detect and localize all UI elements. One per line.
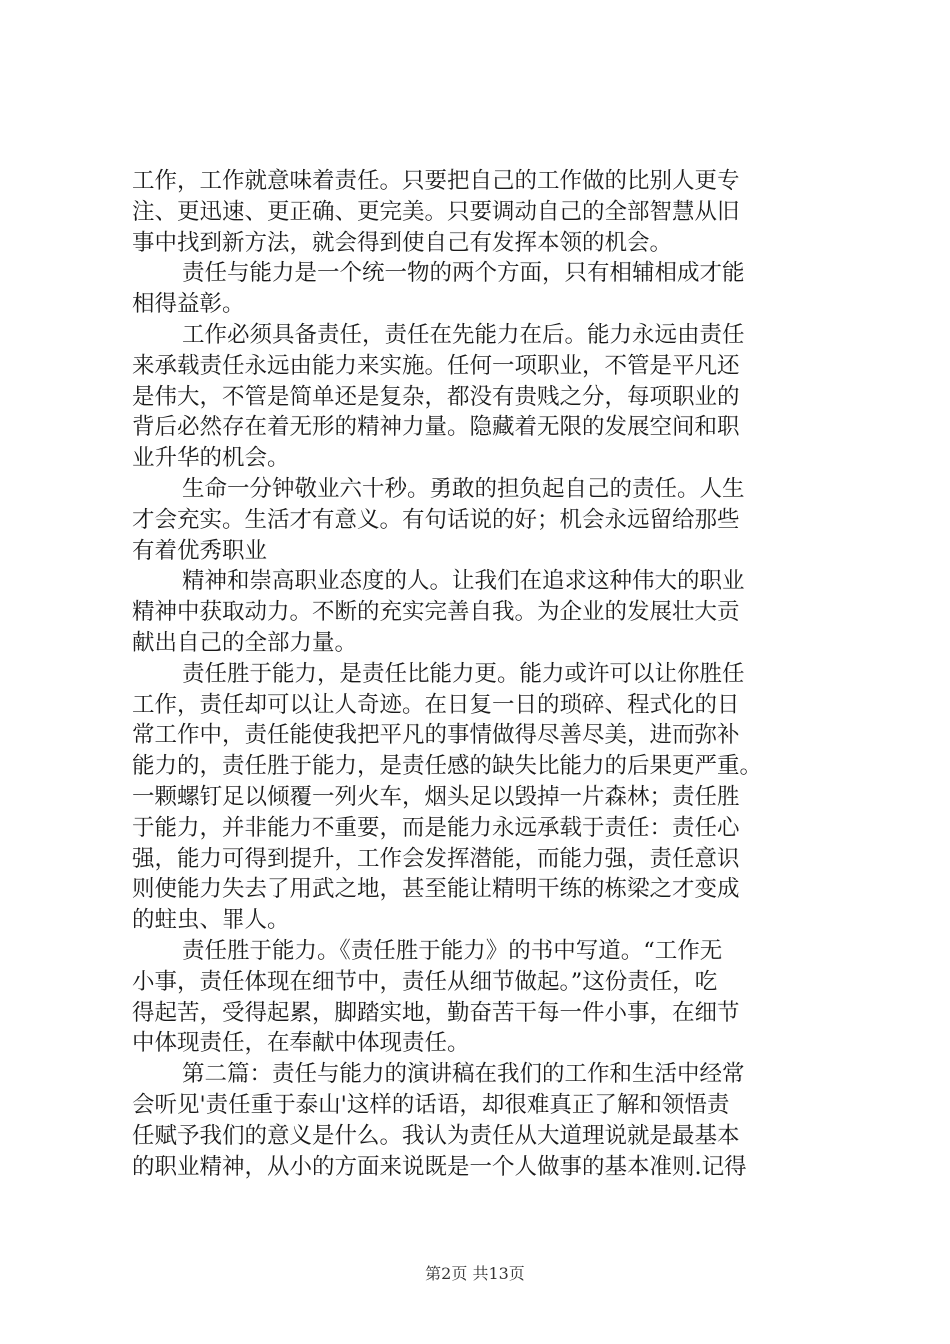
text-line: 责任胜于能力，是责任比能力更。能力或许可以让你胜任	[182, 660, 745, 687]
text-line: 的职业精神，从小的方面来说既是一个人做事的基本准则.记得	[132, 1153, 747, 1180]
text-line: 有着优秀职业	[132, 537, 268, 564]
text-line: 精神中获取动力。不断的充实完善自我。为企业的发展壮大贡	[132, 599, 740, 626]
text-line: 生命一分钟敬业六十秒。勇敢的担负起自己的责任。人生	[182, 475, 745, 502]
text-line: 会听见'责任重于泰山'这样的话语，却很难真正了解和领悟责	[132, 1091, 730, 1118]
text-line: 是伟大，不管是简单还是复杂，都没有贵贱之分，每项职业的	[132, 383, 740, 410]
text-line: 得起苦，受得起累，脚踏实地，勤奋苦干每一件小事，在细节	[132, 999, 740, 1026]
text-line: 工作，责任却可以让人奇迹。在日复一日的琐碎、程式化的日	[132, 691, 740, 718]
text-line: 才会充实。生活才有意义。有句话说的好；机会永远留给那些	[132, 506, 740, 533]
text-line: 强，能力可得到提升，工作会发挥潜能，而能力强，责任意识	[132, 845, 740, 872]
text-line: 来承载责任永远由能力来实施。任何一项职业，不管是平凡还	[132, 352, 740, 379]
text-line: 工作，工作就意味着责任。只要把自己的工作做的比别人更专	[132, 168, 740, 194]
text-line: 的蛀虫、罪人。	[132, 907, 290, 934]
text-line: 背后必然存在着无形的精神力量。隐藏着无限的发展空间和职	[132, 414, 740, 441]
text-line: 业升华的机会。	[132, 445, 290, 472]
document-body	[132, 166, 832, 1182]
text-line: 中体现责任，在奉献中体现责任。	[132, 1030, 470, 1057]
text-line: 能力的，责任胜于能力，是责任感的缺失比能力的后果更严重。	[132, 753, 763, 780]
text-line: 责任胜于能力。《责任胜于能力》的书中写道。“工作无	[182, 937, 723, 964]
text-line: 常工作中，责任能使我把平凡的事情做得尽善尽美，进而弥补	[132, 722, 740, 749]
text-line: 则使能力失去了用武之地，甚至能让精明干练的栋梁之才变成	[132, 876, 740, 903]
text-line: 小事，责任体现在细节中，责任从细节做起。”这份责任，吃	[132, 968, 718, 995]
text-line: 工作必须具备责任，责任在先能力在后。能力永远由责任	[182, 321, 745, 348]
text-line: 相得益彰。	[132, 291, 245, 318]
text-line: 精神和崇高职业态度的人。让我们在追求这种伟大的职业	[182, 568, 745, 595]
text-line: 一颗螺钉足以倾覆一列火车，烟头足以毁掉一片森林；责任胜	[132, 783, 740, 810]
text-line: 第二篇：责任与能力的演讲稿在我们的工作和生活中经常	[182, 1061, 745, 1088]
text-line: 于能力，并非能力不重要，而是能力永远承载于责任：责任心	[132, 814, 740, 841]
text-line: 责任与能力是一个统一物的两个方面，只有相辅相成才能	[182, 260, 745, 287]
text-line: 献出自己的全部力量。	[132, 629, 358, 656]
text-line: 事中找到新方法，就会得到使自己有发挥本领的机会。	[132, 229, 673, 256]
text-line: 注、更迅速、更正确、更完美。只要调动自己的全部智慧从旧	[132, 198, 740, 225]
page-footer: 第2页 共13页	[425, 1264, 525, 1283]
text-line: 任赋予我们的意义是什么。我认为责任从大道理说就是最基本	[132, 1122, 740, 1149]
